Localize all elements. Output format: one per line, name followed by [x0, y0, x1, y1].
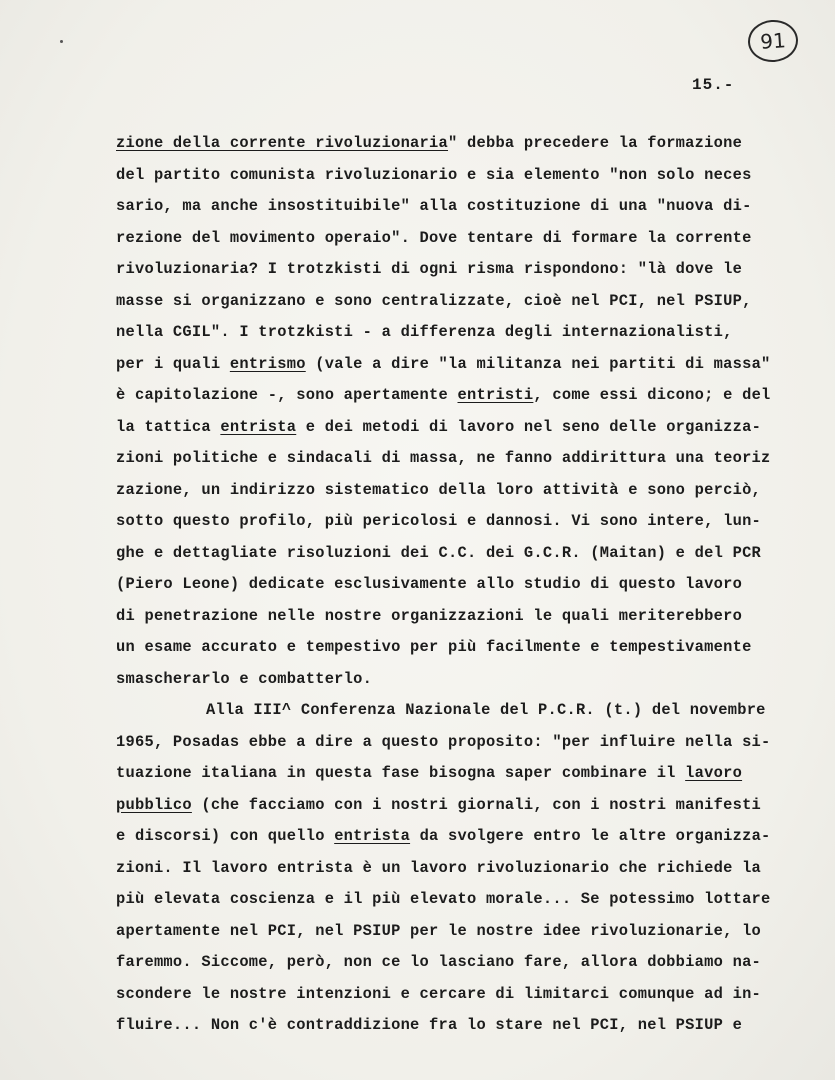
text-segment: la tattica — [116, 417, 221, 436]
text-line — [116, 758, 796, 790]
text-line — [116, 601, 796, 633]
text-line — [116, 916, 796, 948]
text-segment: ghe e dettagliate risoluzioni dei C.C. dei G.C.R. (Maitan) e del PCR — [116, 543, 762, 562]
text-segment: rivoluzionaria? I trotzkisti di ogni risma rispondono: "là dove le — [116, 260, 743, 278]
text-line — [116, 160, 796, 192]
text-segment: sotto questo profilo, più pericolosi e dannosi. Vi sono intere, lun- — [116, 512, 762, 530]
text-line — [116, 349, 796, 381]
text-segment: è capitolazione -, sono apertamente — [116, 386, 458, 404]
text-segment: di penetrazione nelle nostre organizzazioni le quali meriterebbero — [116, 606, 743, 625]
text-segment: apertamente nel PCI, nel PSIUP per le nostre idee rivoluzionarie, lo — [116, 921, 762, 940]
text-line — [116, 191, 796, 223]
text-segment: tuazione italiana in questa fase bisogna saper combinare il — [116, 764, 686, 782]
text-line — [116, 254, 796, 286]
text-line — [116, 979, 796, 1011]
text-segment: (che facciamo con i nostri giornali, con i nostri manifesti — [191, 795, 762, 814]
text-segment: e discorsi) con quello — [116, 827, 335, 845]
text-segment: per i quali — [116, 354, 230, 373]
text-line — [116, 853, 796, 885]
text-line — [116, 884, 796, 916]
text-segment: da svolgere entro le altre organizza- — [410, 827, 771, 845]
text-segment: nella CGIL". I trotzkisti - a differenza degli internazionalisti, — [116, 323, 733, 341]
underlined-term: pubblico — [116, 795, 192, 814]
text-segment: sario, ma anche insostituibile" alla costituzione di una "nuova di- — [116, 197, 752, 215]
text-line — [116, 223, 796, 255]
text-segment: " debba precedere la formazione — [448, 134, 743, 152]
text-segment: faremmo. Siccome, però, non ce lo lasciano fare, allora dobbiamo na- — [116, 953, 762, 971]
text-line — [116, 475, 796, 507]
text-segment: zazione, un indirizzo sistematico della loro attività e sono perciò, — [116, 480, 762, 499]
text-segment: rezione del movimento operaio". Dove tentare di formare la corrente — [116, 228, 752, 247]
text-line — [116, 947, 796, 979]
text-segment: e dei metodi di lavoro nel seno delle organizza- — [296, 417, 762, 436]
underlined-term: entrismo — [229, 354, 306, 373]
text-line — [116, 821, 796, 853]
underlined-term: lavoro — [685, 764, 743, 782]
text-line — [116, 790, 796, 822]
text-line — [116, 443, 796, 475]
text-line — [116, 538, 796, 570]
text-line — [116, 1010, 796, 1042]
text-segment: 1965, Posadas ebbe a dire a questo proposito: "per influire nella si- — [116, 732, 771, 751]
text-line — [116, 412, 796, 444]
text-segment: Alla III^ Conferenza Nazionale del P.C.R. (t.) del novembre — [206, 701, 766, 719]
underlined-term: entrista — [220, 417, 297, 436]
text-segment: zioni. Il lavoro entrista è un lavoro rivoluzionario che richiede la — [116, 858, 762, 877]
text-line — [116, 569, 796, 601]
text-segment: masse si organizzano e sono centralizzate, cioè nel PCI, nel PSIUP, — [116, 291, 752, 310]
underlined-term: zione della corrente rivoluzionaria — [116, 134, 449, 152]
text-segment: del partito comunista rivoluzionario e sia elemento "non solo neces — [116, 165, 752, 184]
page-number: 15.- — [692, 76, 735, 94]
text-line — [116, 128, 796, 160]
text-segment: zioni politiche e sindacali di massa, ne fanno addirittura una teoriz — [116, 449, 771, 467]
text-segment: (Piero Leone) dedicate esclusivamente allo studio di questo lavoro — [116, 575, 743, 593]
text-segment: , come essi dicono; e del — [533, 386, 771, 404]
underlined-term: entrista — [334, 827, 411, 845]
text-segment: smascherarlo e combatterlo. — [116, 669, 373, 688]
text-line — [116, 506, 796, 538]
text-line — [116, 317, 796, 349]
document-body — [116, 128, 796, 1042]
text-line — [116, 664, 796, 696]
text-segment: scondere le nostre intenzioni e cercare di limitarci comunque ad in- — [116, 984, 762, 1003]
text-line — [116, 632, 796, 664]
ink-speck — [60, 40, 63, 43]
text-line — [116, 727, 796, 759]
text-line — [116, 695, 796, 727]
text-line — [116, 286, 796, 318]
text-segment: un esame accurato e tempestivo per più facilmente e tempestivamente — [116, 638, 752, 656]
archive-stamp-number: 91 — [759, 28, 787, 54]
text-line — [116, 380, 796, 412]
text-segment: (vale a dire "la militanza nei partiti di massa" — [305, 354, 771, 373]
underlined-term: entristi — [457, 386, 534, 404]
text-segment: fluire... Non c'è contraddizione fra lo stare nel PCI, nel PSIUP e — [116, 1016, 743, 1034]
archive-page-stamp — [747, 18, 800, 63]
text-segment: più elevata coscienza e il più elevato morale... Se potessimo lottare — [116, 890, 771, 908]
